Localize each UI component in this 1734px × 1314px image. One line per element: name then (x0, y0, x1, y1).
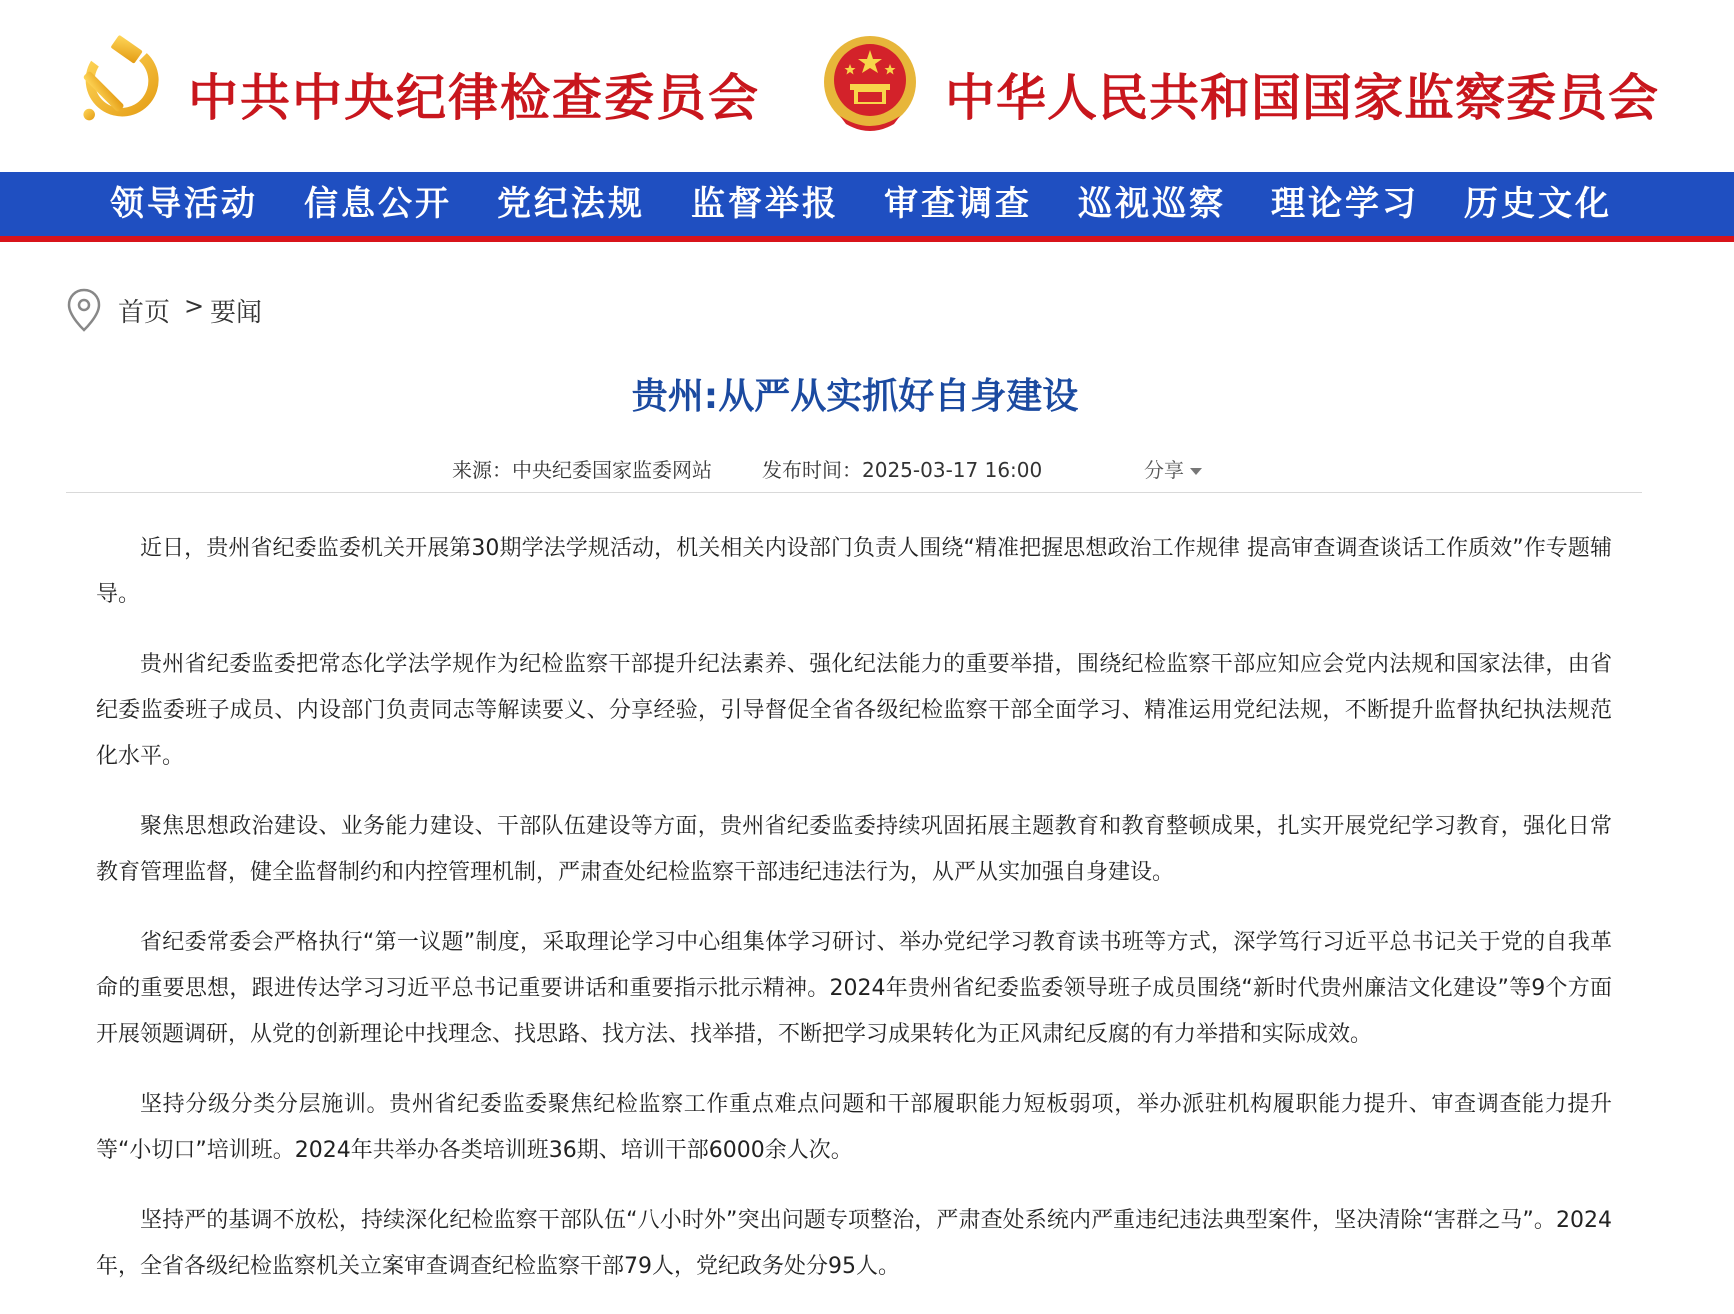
site-header (0, 0, 1734, 172)
article-paragraph: 近日，贵州省纪委监委机关开展第30期学法学规活动，机关相关内设部门负责人围绕“精准把握思想政治工作规律 提高审查调查谈话工作质效”作专题辅导。 (96, 536, 1612, 607)
site-title-nsc[interactable]: 中华人民共和国国家监察委员会 (945, 68, 1659, 127)
nav-item-history[interactable]: 历史文化 (1464, 184, 1612, 224)
nav-item-investigation[interactable]: 审查调查 (884, 184, 1032, 224)
article-paragraph: 坚持严的基调不放松，持续深化纪检监察干部队伍“八小时外”突出问题专项整治，严肃查处系统内严重违纪违法典型案件，坚决清除“害群之马”。2024年，全省各级纪检监察机关立案审查调查纪检监察干部79人，党纪政务处分95人。 (96, 1208, 1612, 1279)
article-title: 贵州:从严从实抓好自身建设 (631, 376, 1079, 417)
breadcrumb-home[interactable]: 首页 (118, 298, 171, 328)
nav-item-regulations[interactable]: 党纪法规 (497, 184, 645, 224)
location-pin-icon (66, 288, 102, 332)
party-emblem-icon[interactable] (70, 30, 166, 130)
nav-item-theory[interactable]: 理论学习 (1271, 184, 1419, 224)
breadcrumb-current[interactable]: 要闻 (210, 298, 263, 328)
share-button[interactable] (1144, 454, 1202, 483)
site-title-ccdi[interactable]: 中共中央纪律检查委员会 (188, 68, 760, 127)
nav-item-leadership[interactable]: 领导活动 (110, 184, 258, 224)
article-body (96, 526, 1612, 1314)
time-value: 2025-03-17 16:00 (862, 458, 1043, 482)
time-label: 发布时间： (762, 458, 862, 482)
source-value: 中央纪委国家监委网站 (512, 458, 712, 482)
source-label: 来源： (452, 458, 512, 482)
breadcrumb-separator: > (184, 292, 205, 320)
article-source (452, 454, 712, 483)
meta-divider (66, 492, 1642, 493)
chevron-down-icon (1190, 468, 1202, 475)
national-emblem-icon[interactable] (820, 32, 920, 136)
article-paragraph: 省纪委常委会严格执行“第一议题”制度，采取理论学习中心组集体学习研讨、举办党纪学习教育读书班等方式，深学笃行习近平总书记关于党的自我革命的重要思想，跟进传达学习习近平总书记重要讲话和重要指示批示精神。2024年贵州省纪委监委领导班子成员围绕“新时代贵州廉洁文化建设”等9个方面开展领题调研，从党的创新理论中找理念、找思路、找方法、找举措，不断把学习成果转化为正风肃纪反腐的有力举措和实际成效。 (96, 930, 1612, 1047)
article-paragraph: 聚焦思想政治建设、业务能力建设、干部队伍建设等方面，贵州省纪委监委持续巩固拓展主题教育和教育整顿成果，扎实开展党纪学习教育，强化日常教育管理监督，健全监督制约和内控管理机制，严肃查处纪检监察干部违纪违法行为，从严从实加强自身建设。 (96, 814, 1612, 885)
nav-item-info-disclosure[interactable]: 信息公开 (304, 184, 452, 224)
share-label: 分享 (1144, 458, 1184, 482)
article-paragraph: 坚持分级分类分层施训。贵州省纪委监委聚焦纪检监察工作重点难点问题和干部履职能力短板弱项，举办派驻机构履职能力提升、审查调查能力提升等“小切口”培训班。2024年共举办各类培训班36期、培训干部6000余人次。 (96, 1092, 1612, 1163)
main-nav (0, 172, 1734, 242)
nav-item-report[interactable]: 监督举报 (691, 184, 839, 224)
article-paragraph: 贵州省纪委监委把常态化学法学规作为纪检监察干部提升纪法素养、强化纪法能力的重要举措，围绕纪检监察干部应知应会党内法规和国家法律，由省纪委监委班子成员、内设部门负责同志等解读要义、分享经验，引导督促全省各级纪检监察干部全面学习、精准运用党纪法规，不断提升监督执纪执法规范化水平。 (96, 652, 1612, 769)
article-publish-time (762, 454, 1042, 483)
nav-item-inspection[interactable]: 巡视巡察 (1078, 184, 1226, 224)
